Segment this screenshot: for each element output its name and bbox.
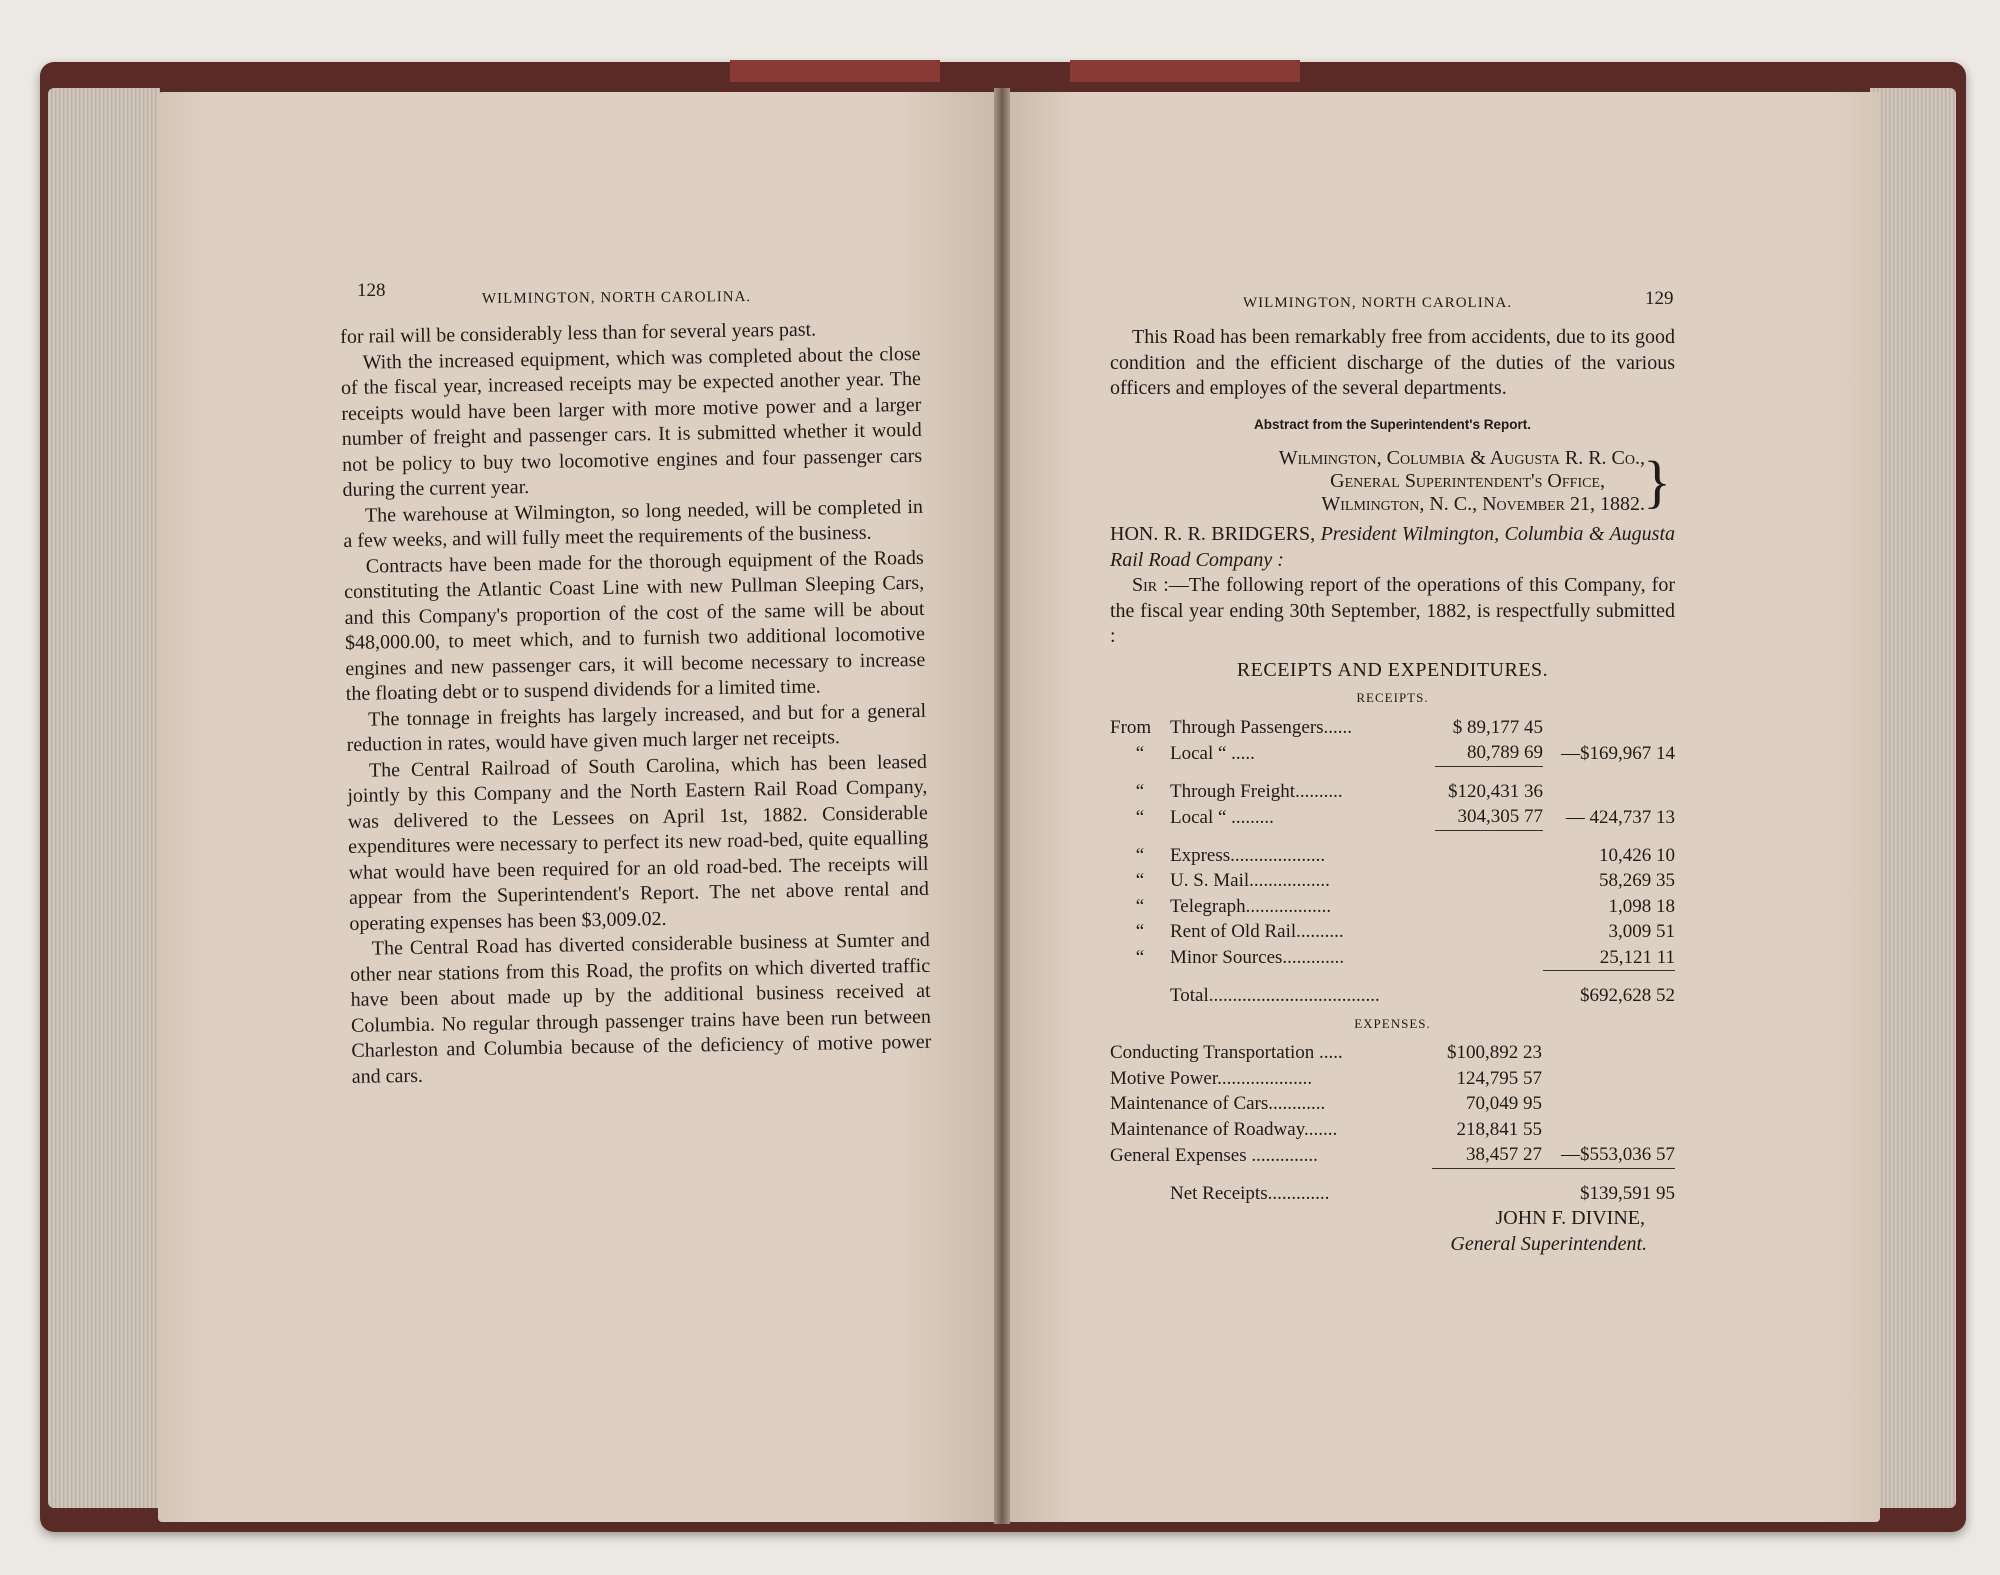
row-total	[1542, 1091, 1675, 1117]
row-amount	[1435, 843, 1543, 869]
row-label: U. S. Mail.................	[1170, 870, 1330, 891]
paragraph: The tonnage in freights has largely increased, and but for a general reduction in rates, would have given much larger net receipts.	[346, 699, 927, 756]
receipts-table	[1110, 715, 1675, 1009]
row-amount: 218,841 55	[1456, 1118, 1542, 1140]
paragraph: Contracts have been made for the thorough equipment of the Roads constituting the Atlantic Coast Line with new Pullman Sleeping Cars, and this Company's proportion of the cost of the same will be about $48,000.00, to meet which, and to furnish two additional locomotive engines and new passenger cars, it will become necessary to increase the floating debt or to suspend dividends for a limited time.	[344, 546, 926, 705]
row-label: General Expenses ..............	[1110, 1144, 1318, 1166]
row-total	[1543, 715, 1675, 741]
table-row	[1110, 1066, 1675, 1092]
receipts-heading: RECEIPTS.	[1356, 690, 1429, 705]
net-amount: $139,591 95	[1580, 1182, 1675, 1204]
right-body	[1110, 325, 1675, 1257]
expenses-table	[1110, 1040, 1675, 1206]
row-amount: $100,892 23	[1447, 1042, 1542, 1063]
divider	[1543, 971, 1675, 984]
row-amount	[1435, 919, 1543, 945]
table-row	[1110, 779, 1675, 805]
row-label: Local “ .....	[1170, 742, 1255, 764]
row-prefix: “	[1135, 742, 1145, 764]
table-row	[1110, 868, 1675, 894]
row-amount	[1435, 868, 1543, 894]
table-row	[1110, 1040, 1675, 1066]
running-head: WILMINGTON, NORTH CAROLINA.	[481, 289, 752, 307]
addressee	[1110, 522, 1675, 573]
intro-paragraph: This Road has been remarkably free from accidents, due to its good condition and the efficient discharge of the duties of the various officers and employes of the several departments.	[1110, 326, 1675, 399]
rule-row	[1110, 1168, 1675, 1181]
net-row	[1110, 1181, 1675, 1207]
cover-binding-strip	[1070, 60, 1300, 82]
row-total: —$553,036 57	[1561, 1144, 1675, 1165]
divider	[1542, 1168, 1675, 1181]
row-label: Local “ .........	[1170, 806, 1274, 828]
row-label: Through Freight..........	[1170, 780, 1343, 802]
paragraph: The Central Railroad of South Carolina, which has been leased jointly by this Company and the North Eastern Rail Road Company, was delivered to the Lessees on April 1st, 1882. Considerable expenditures were necessary to perfect its new road-bed, quite equalling what would have been required for an old road-bed. The receipts will appear from the Superintendent's Report. The net above rental and operating expenses has been $3,009.02.	[347, 750, 930, 935]
table-row	[1110, 843, 1675, 869]
left-body-text	[340, 316, 932, 1090]
divider	[1435, 830, 1543, 843]
row-total: — 424,737 13	[1565, 806, 1675, 828]
abstract-heading: Abstract from the Superintendent's Report.	[1254, 416, 1531, 432]
row-label: Telegraph..................	[1170, 895, 1332, 917]
row-total: 58,269 35	[1599, 870, 1675, 891]
net-label: Net Receipts.............	[1170, 1182, 1330, 1204]
rule-row	[1110, 830, 1675, 843]
section-title: RECEIPTS AND EXPENDITURES.	[1236, 658, 1549, 681]
addressee-title: President Wilmington, Columbia & Augusta Rail Road Company :	[1110, 523, 1676, 571]
total-label: Total....................................	[1170, 985, 1380, 1006]
row-amount: $ 89,177 45	[1452, 716, 1543, 738]
row-total	[1543, 779, 1675, 805]
letterhead	[1110, 447, 1675, 516]
row-amount: 304,305 77	[1457, 806, 1543, 827]
page-number: 128	[357, 280, 386, 301]
expenses-heading: EXPENSES.	[1354, 1015, 1431, 1031]
row-label: Through Passengers......	[1170, 716, 1353, 738]
page-number: 129	[1645, 288, 1674, 309]
row-total	[1542, 1040, 1675, 1066]
table-row	[1110, 715, 1675, 741]
rule-row	[1110, 766, 1675, 779]
table-row	[1110, 804, 1675, 830]
row-prefix: “	[1135, 947, 1145, 968]
table-row	[1110, 1117, 1675, 1143]
signature-name: JOHN F. DIVINE,	[1495, 1207, 1645, 1229]
row-label: Motive Power....................	[1110, 1067, 1313, 1089]
total-row	[1110, 983, 1675, 1009]
table-row	[1110, 1142, 1675, 1168]
salutation: Sir :	[1132, 574, 1169, 596]
brace-glyph: }	[1643, 449, 1671, 514]
row-label: Maintenance of Cars............	[1110, 1093, 1326, 1114]
rule-row	[1110, 971, 1675, 984]
table-row	[1110, 740, 1675, 766]
row-amount: 70,049 95	[1466, 1093, 1542, 1114]
row-prefix: From	[1110, 716, 1152, 738]
salutation-text: —The following report of the operations of this Company, for the fiscal year ending 30th September, 1882, is respectfully submitted :	[1110, 574, 1675, 647]
addressee-name: HON. R. R. BRIDGERS,	[1110, 523, 1316, 545]
row-amount: 38,457 27	[1466, 1144, 1542, 1165]
row-prefix: “	[1135, 921, 1145, 942]
row-label: Maintenance of Roadway.......	[1110, 1118, 1338, 1140]
row-total: 25,121 11	[1599, 946, 1675, 968]
row-prefix: “	[1135, 780, 1145, 802]
page-edges-left	[48, 88, 160, 1508]
cover-binding-strip	[730, 60, 940, 82]
signature-title: General Superintendent.	[1450, 1232, 1647, 1255]
letterhead-line: General Superintendent's Office,	[1330, 470, 1605, 492]
row-amount: $120,431 36	[1448, 780, 1543, 802]
row-amount: 80,789 69	[1467, 742, 1543, 763]
letterhead-line: Wilmington, N. C., November 21, 1882.	[1321, 493, 1645, 515]
divider	[1432, 1168, 1542, 1181]
row-label: Express....................	[1170, 844, 1326, 866]
row-total	[1542, 1117, 1675, 1143]
row-total: 3,009 51	[1608, 921, 1675, 942]
divider	[1435, 766, 1543, 779]
table-row	[1110, 894, 1675, 920]
paragraph: With the increased equipment, which was completed about the close of the fiscal year, increased receipts may be expected another year. The receipts would have been larger with more motive power and a larger number of freight and passenger cars. It is submitted whether it would not be policy to buy two locomotive engines and four passenger cars during the current year.	[340, 342, 923, 501]
row-prefix: “	[1135, 870, 1145, 891]
page-edges-right	[1870, 88, 1956, 1508]
row-label: Minor Sources.............	[1170, 947, 1345, 968]
letterhead-line: Wilmington, Columbia & Augusta R. R. Co.,	[1278, 447, 1645, 469]
row-amount	[1435, 945, 1543, 971]
salutation-paragraph	[1110, 573, 1675, 650]
row-label: Rent of Old Rail..........	[1170, 921, 1344, 942]
total-amount: $692,628 52	[1580, 985, 1675, 1006]
row-total: 1,098 18	[1608, 895, 1675, 917]
paragraph: The Central Road has diverted considerable business at Sumter and other near stations from this Road, the profits on which diverted traffic have been about made up by the additional business received at Columbia. No regular through passenger trains have been run between Charleston and Columbia because of the deficiency of motive power and cars.	[350, 928, 932, 1088]
row-prefix: “	[1135, 895, 1145, 917]
row-total: —$169,967 14	[1561, 742, 1675, 764]
paragraph: The warehouse at Wilmington, so long needed, will be completed in a few weeks, and will fully meet the requirements of the business.	[343, 495, 924, 552]
row-total: 10,426 10	[1599, 844, 1675, 866]
table-row	[1110, 1091, 1675, 1117]
row-label: Conducting Transportation .....	[1110, 1042, 1343, 1063]
running-head: WILMINGTON, NORTH CAROLINA.	[1243, 295, 1513, 311]
row-prefix: “	[1135, 806, 1145, 828]
row-prefix: “	[1135, 844, 1145, 866]
book-gutter	[994, 88, 1010, 1524]
row-amount: 124,795 57	[1456, 1067, 1542, 1089]
row-amount	[1435, 894, 1543, 920]
table-row	[1110, 919, 1675, 945]
paragraph: for rail will be considerably less than for several years past.	[340, 318, 817, 348]
table-row	[1110, 945, 1675, 971]
row-total	[1542, 1066, 1675, 1092]
